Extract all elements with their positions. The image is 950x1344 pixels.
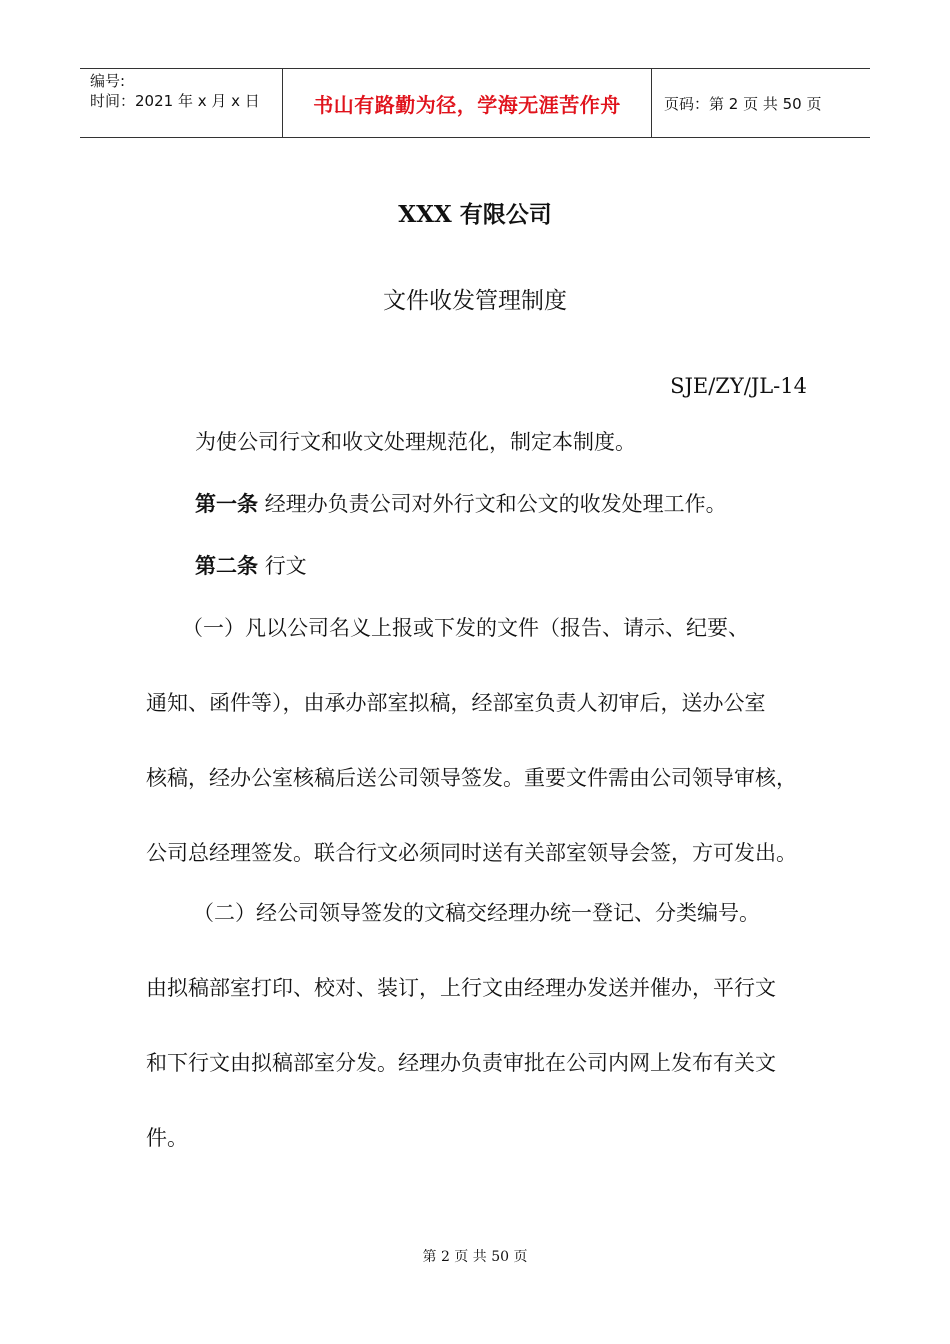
motto-text: 书山有路勤为径，学海无涯苦作舟 — [313, 92, 621, 117]
paragraph-line: （二）经公司领导签发的文稿交经理办统一登记、分类编号。 — [193, 901, 760, 925]
article-2 — [195, 550, 307, 580]
article-1-heading: 第一条 — [195, 492, 258, 516]
paragraph-line: 和下行文由拟稿部室分发。经理办负责审批在公司内网上发布有关文 — [146, 1051, 776, 1075]
article-1 — [195, 488, 727, 518]
header-page-cell — [652, 69, 870, 137]
document-number: SJE/ZY/JL-14 — [670, 374, 807, 398]
paragraph-line: 公司总经理签发。联合行文必须同时送有关部室领导会签，方可发出。 — [146, 841, 797, 865]
paragraph-line: 由拟稿部室打印、校对、装订，上行文由经理办发送并催办，平行文 — [146, 976, 776, 1000]
header-motto-cell — [282, 69, 652, 137]
article-2-heading: 第二条 — [195, 554, 258, 578]
paragraph-line: 件。 — [146, 1126, 188, 1150]
paragraph-line: （一）凡以公司名义上报或下发的文件（报告、请示、纪要、 — [182, 616, 749, 640]
header-meta — [80, 69, 282, 137]
intro-paragraph: 为使公司行文和收文处理规范化，制定本制度。 — [195, 430, 636, 454]
number-label: 编号: — [90, 72, 126, 90]
document-header — [80, 68, 870, 138]
page-label: 页码：第 2 页 共 50 页 — [664, 94, 822, 113]
article-2-text: 行文 — [264, 554, 307, 578]
article-1-text: 经理办负责公司对外行文和公文的收发处理工作。 — [264, 492, 727, 516]
paragraph-line: 通知、函件等），由承办部室拟稿，经部室负责人初审后，送办公室 — [146, 691, 766, 715]
time-label: 时间：2021 年 x 月 x 日 — [90, 92, 260, 110]
company-title: XXX 有限公司 — [398, 201, 552, 228]
document-title: 文件收发管理制度 — [383, 288, 567, 314]
page-footer: 第 2 页 共 50 页 — [422, 1249, 528, 1265]
paragraph-line: 核稿，经办公室核稿后送公司领导签发。重要文件需由公司领导审核， — [146, 766, 797, 790]
